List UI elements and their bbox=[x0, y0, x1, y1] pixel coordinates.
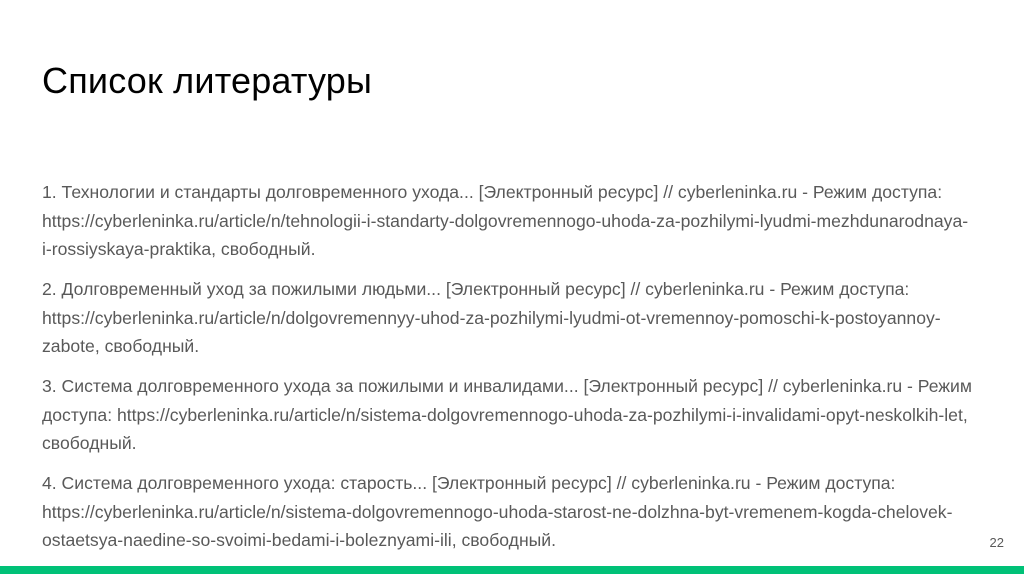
slide-title: Список литературы bbox=[42, 60, 373, 101]
bottom-accent-bar bbox=[0, 566, 1024, 574]
reference-item: 4. Система долговременного ухода: старость... [Электронный ресурс] // cyberleninka.ru - Режим доступа: https://cyberleninka.ru/article/n/sistema-dolgovremennogo-uhoda-starost-ne-dolzhna-byt-vremenem-kogda-chelovek-ostaetsya-naedine-so-svoimi-bedami-i-boleznyami-ili, свободный. bbox=[42, 473, 953, 550]
page-number: 22 bbox=[989, 535, 1004, 550]
reference-item: 1. Технологии и стандарты долговременного ухода... [Электронный ресурс] // cyberleninka.ru - Режим доступа: https://cyberleninka.ru/article/n/tehnologii-i-standarty-dolgovremennogo-uhoda-za-pozhilymi-lyudmi-mezhdunarodnaya-i-rossiyskaya-praktika, свободный. bbox=[42, 182, 969, 259]
reference-list bbox=[42, 178, 972, 566]
reference-item: 2. Долговременный уход за пожилыми людьми... [Электронный ресурс] // cyberleninka.ru - Режим доступа: https://cyberleninka.ru/article/n/dolgovremennyy-uhod-za-pozhilymi-lyudmi-ot-vremennoy-pomoschi-k-postoyannoy-zabote, свободный. bbox=[42, 279, 941, 356]
reference-item: 3. Система долговременного ухода за пожилыми и инвалидами... [Электронный ресурс] // cyberleninka.ru - Режим доступа: https://cyberleninka.ru/article/n/sistema-dolgovremennogo-uhoda-za-pozhilymi-i-invalidami-opyt-neskolkih-let, свободный. bbox=[42, 376, 972, 453]
